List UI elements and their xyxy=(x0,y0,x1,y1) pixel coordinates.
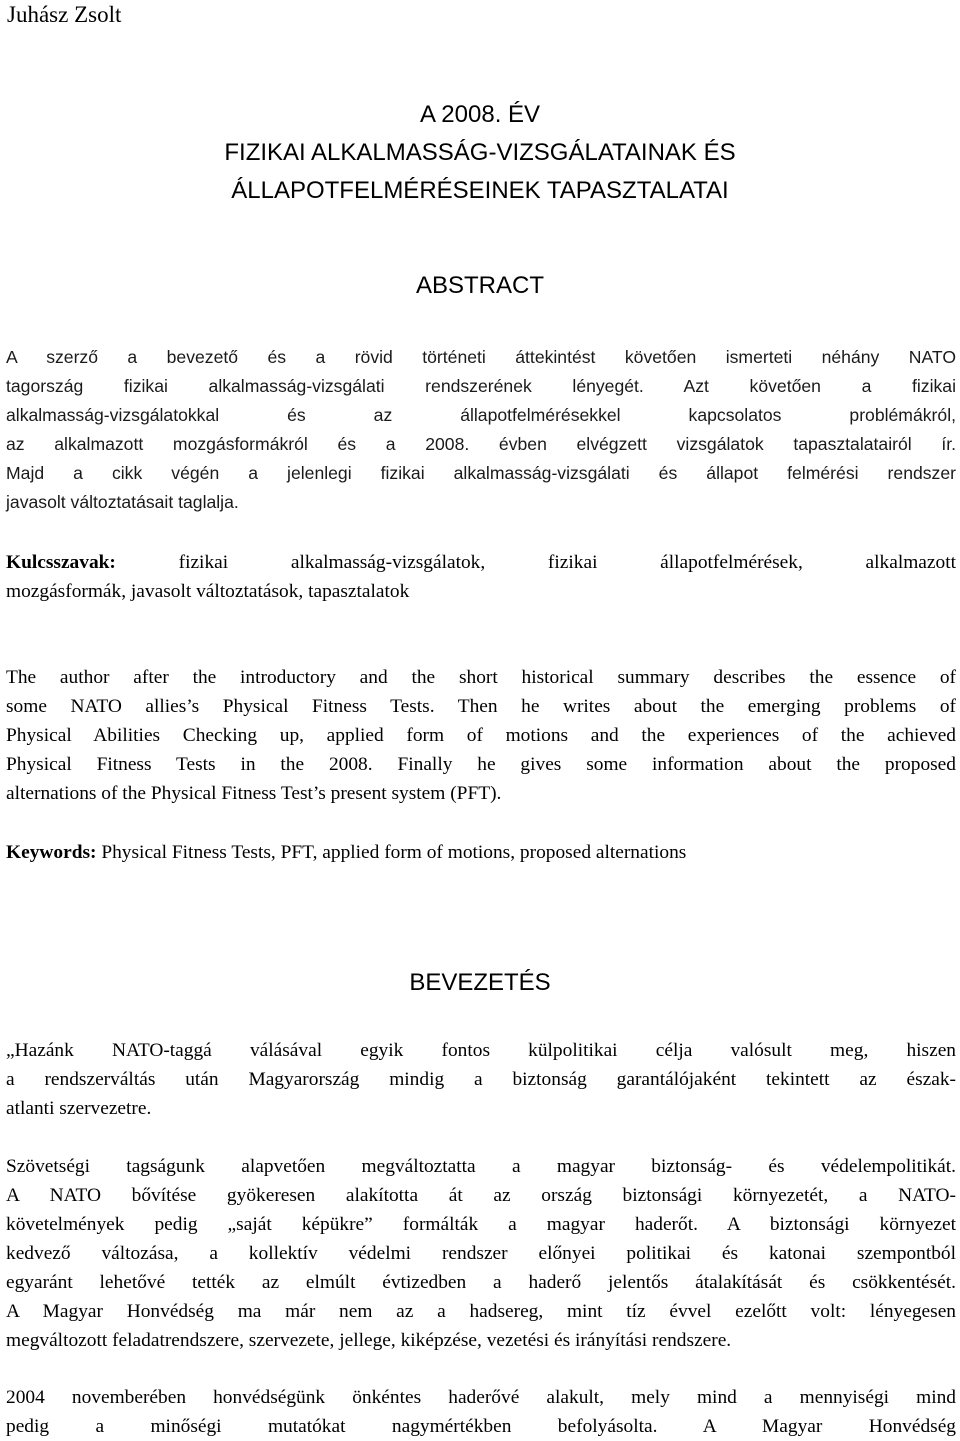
keywords-hu-text-2: mozgásformák, javasolt változtatások, tapasztalatok xyxy=(6,581,410,602)
intro-p2-line: egyaránt lehetővé tették az elmúlt évtizedben a haderő jelentős átalakítását és csökkentését. xyxy=(6,1272,956,1293)
abstract-hu-line: az alkalmazott mozgásformákról és a 2008. évben elvégzett vizsgálatok tapasztalatairól ír. xyxy=(6,434,956,454)
intro-p2-line: követelmények pedig „saját képükre” formálták a magyar haderőt. A biztonsági környezet xyxy=(6,1214,956,1235)
keywords-hu-text: fizikai alkalmasság-vizsgálatok, fizikai állapotfelmérések, alkalmazott xyxy=(178,552,956,573)
abstract-en-line: some NATO allies’s Physical Fitness Tests. Then he writes about the emerging problems of xyxy=(6,696,956,717)
abstract-hungarian xyxy=(6,343,956,517)
abstract-hu-line: javasolt változtatásait taglalja. xyxy=(6,492,239,512)
keywords-english xyxy=(6,838,956,867)
intro-p1-line: „Hazánk NATO-taggá válásával egyik fontos külpolitikai célja valósult meg, hiszen xyxy=(6,1040,956,1061)
keywords-en-label: Keywords: xyxy=(6,842,97,863)
abstract-hu-line: Majd a cikk végén a jelenlegi fizikai alkalmasság-vizsgálati és állapot felmérési rendszer xyxy=(6,463,956,483)
abstract-hu-line: A szerző a bevezető és a rövid történeti áttekintést követően ismerteti néhány NATO xyxy=(6,347,956,367)
abstract-en-line: alternations of the Physical Fitness Test’s present system (PFT). xyxy=(6,783,502,804)
abstract-hu-line: tagország fizikai alkalmasság-vizsgálati rendszerének lényegét. Azt követően a fizikai xyxy=(6,376,956,396)
intro-paragraph-3 xyxy=(6,1383,956,1441)
abstract-heading: ABSTRACT xyxy=(415,272,544,299)
intro-p2-line: kedvező változása, a kollektív védelmi rendszer előnyei politikai és katonai szempontból xyxy=(6,1243,956,1264)
keywords-en-text: Physical Fitness Tests, PFT, applied form of motions, proposed alternations xyxy=(96,842,687,863)
intro-p2-line: megváltozott feladatrendszere, szervezete, jellege, kiképzése, vezetési és irányítási rendszere. xyxy=(6,1330,732,1351)
title-line-2: FIZIKAI ALKALMASSÁG-VIZSGÁLATAINAK ÉS xyxy=(224,139,736,166)
abstract-en-line: Physical Abilities Checking up, applied form of motions and the experiences of the achieved xyxy=(6,725,956,746)
abstract-english xyxy=(6,663,956,808)
title-line-3: ÁLLAPOTFELMÉRÉSEINEK TAPASZTALATAI xyxy=(231,177,729,204)
abstract-hu-line: alkalmasság-vizsgálatokkal és az állapotfelmérésekkel kapcsolatos problémákról, xyxy=(6,405,956,425)
intro-p2-line: A Magyar Honvédség ma már nem az a hadsereg, mint tíz évvel ezelőtt volt: lényegesen xyxy=(6,1301,956,1322)
intro-p2-line: Szövetségi tagságunk alapvetően megváltoztatta a magyar biztonság- és védelempolitikát. xyxy=(6,1156,956,1177)
intro-p3-line: 2004 novemberében honvédségünk önkéntes haderővé alakult, mely mind a mennyiségi mind xyxy=(6,1387,956,1408)
abstract-en-line: Physical Fitness Tests in the 2008. Finally he gives some information about the proposed xyxy=(6,754,956,775)
intro-paragraph-2 xyxy=(6,1152,956,1355)
keywords-hungarian xyxy=(6,548,956,606)
author-name: Juhász Zsolt xyxy=(7,2,122,27)
intro-paragraph-1 xyxy=(6,1036,956,1123)
introduction-heading: BEVEZETÉS xyxy=(409,969,551,996)
intro-p1-line: a rendszerváltás után Magyarország mindig a biztonság garantálójaként tekintett az észak- xyxy=(6,1069,956,1090)
intro-p1-line: atlanti szervezetre. xyxy=(6,1098,152,1119)
title-line-1: A 2008. ÉV xyxy=(419,101,541,128)
abstract-en-line: The author after the introductory and the short historical summary describes the essence of xyxy=(6,667,956,688)
document-title xyxy=(0,96,960,210)
keywords-hu-label: Kulcsszavak: xyxy=(6,552,116,573)
intro-p2-line: A NATO bővítése gyökeresen alakította át az ország biztonsági környezetét, a NATO- xyxy=(6,1185,956,1206)
intro-p3-line: pedig a minőségi mutatókat nagymértékben befolyásolta. A Magyar Honvédség xyxy=(6,1416,956,1437)
